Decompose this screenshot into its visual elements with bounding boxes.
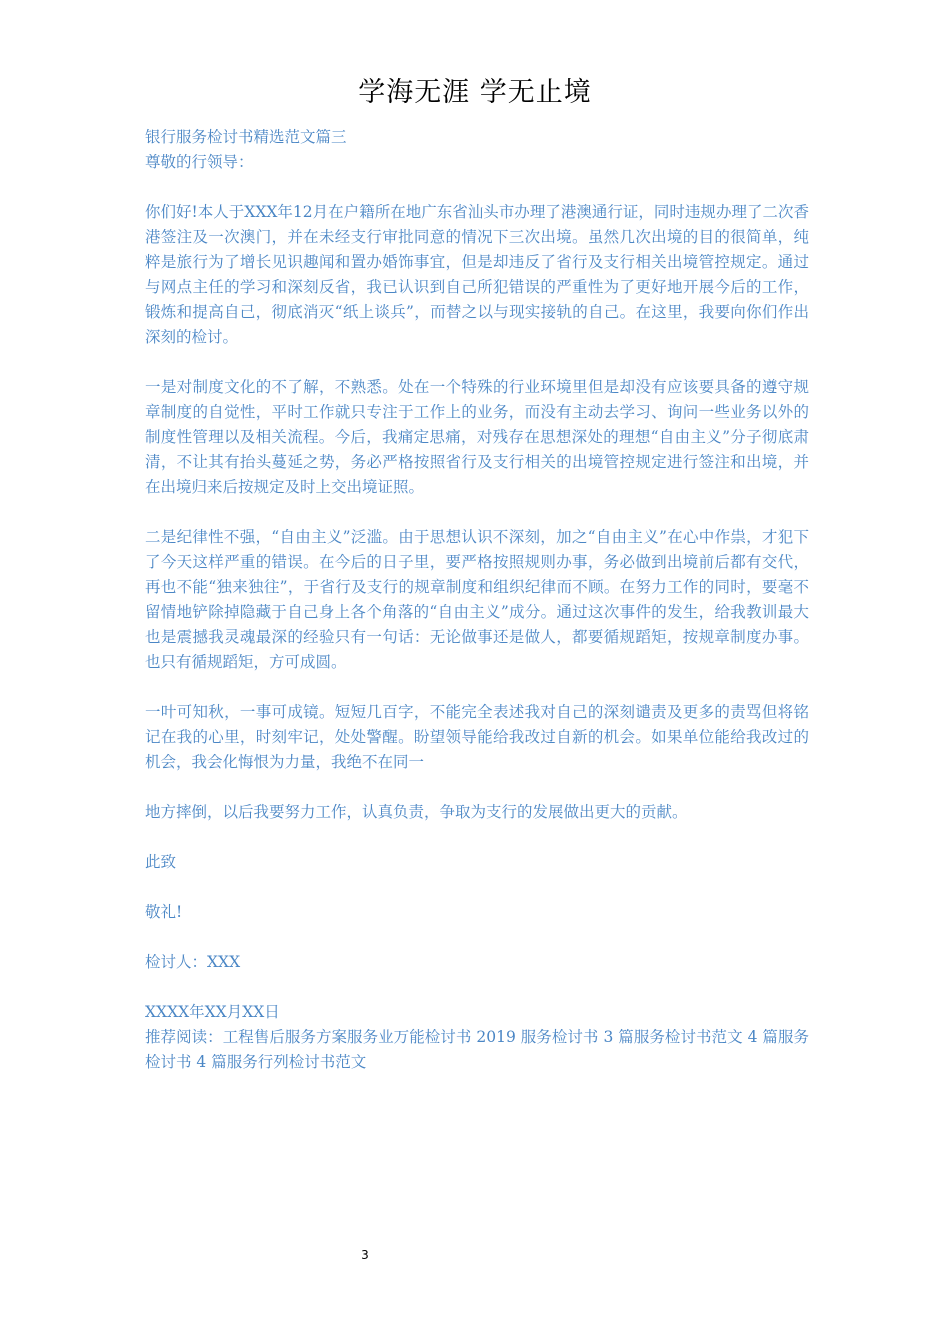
page-header-title: 学海无涯 学无止境 [358,77,592,108]
paragraph-4: 一叶可知秋，一事可成镜。短短几百字，不能完全表述我对自己的深刻谴责及更多的责骂但将铭记在我的心里，时刻牢记，处处警醒。盼望领导能给我改过自新的机会。如果单位能给我改过的机会，我会化悔恨为力量，我绝不在同一 [145,703,809,771]
paragraph-5: 地方摔倒，以后我要努力工作，认真负责，争取为支行的发展做出更大的贡献。 [145,803,688,821]
document-subtitle: 银行服务检讨书精选范文篇三 [145,128,347,146]
paragraph-3: 二是纪律性不强，“自由主义”泛滥。由于思想认识不深刻，加之“自由主义”在心中作祟，才犯下了今天这样严重的错误。在今后的日子里，要严格按照规则办事，务必做到出境前后都有交代，再也不能“独来独往”，于省行及支行的规章制度和组织纪律而不顾。在努力工作的同时，要毫不留情地铲除掉隐藏于自己身上各个角落的“自由主义”成分。通过这次事件的发生，给我教训最大也是震撼我灵魂最深的经验只有一句话：无论做事还是做人，都要循规蹈矩，按规章制度办事。也只有循规蹈矩，方可成圆。 [145,528,809,671]
document-body [145,125,809,1075]
signature: 检讨人：XXX [145,953,241,971]
paragraph-2: 一是对制度文化的不了解，不熟悉。处在一个特殊的行业环境里但是却没有应该要具备的遵守规章制度的自觉性，平时工作就只专注于工作上的业务，而没有主动去学习、询问一些业务以外的制度性管理以及相关流程。今后，我痛定思痛，对残存在思想深处的理想“自由主义”分子彻底肃清，不让其有抬头蔓延之势，务必严格按照省行及支行相关的出境管控规定进行签注和出境，并在出境归来后按规定及时上交出境证照。 [145,378,809,496]
salutation: 尊敬的行领导： [145,153,254,171]
closing: 此致 [145,853,177,871]
date: XXXX年XX月XX日 [145,1003,280,1021]
page-number: 3 [361,1248,369,1262]
paragraph-1: 你们好!本人于XXX年12月在户籍所在地广东省汕头市办理了港澳通行证，同时违规办理了二次香港签注及一次澳门，并在未经支行审批同意的情况下三次出境。虽然几次出境的目的很简单，纯粹是旅行为了增长见识趣闻和置办婚饰事宜，但是却违反了省行及支行相关出境管控规定。通过与网点主任的学习和深刻反省，我已认识到自己所犯错误的严重性为了更好地开展今后的工作，锻炼和提高自己，彻底消灭“纸上谈兵”，而替之以与现实接轨的自己。在这里，我要向你们作出深刻的检讨。 [145,203,809,346]
recommended-reading: 推荐阅读：工程售后服务方案服务业万能检讨书 2019 服务检讨书 3 篇服务检讨书范文 4 篇服务检讨书 4 篇服务行列检讨书范文 [145,1028,809,1071]
regards: 敬礼! [145,903,183,921]
